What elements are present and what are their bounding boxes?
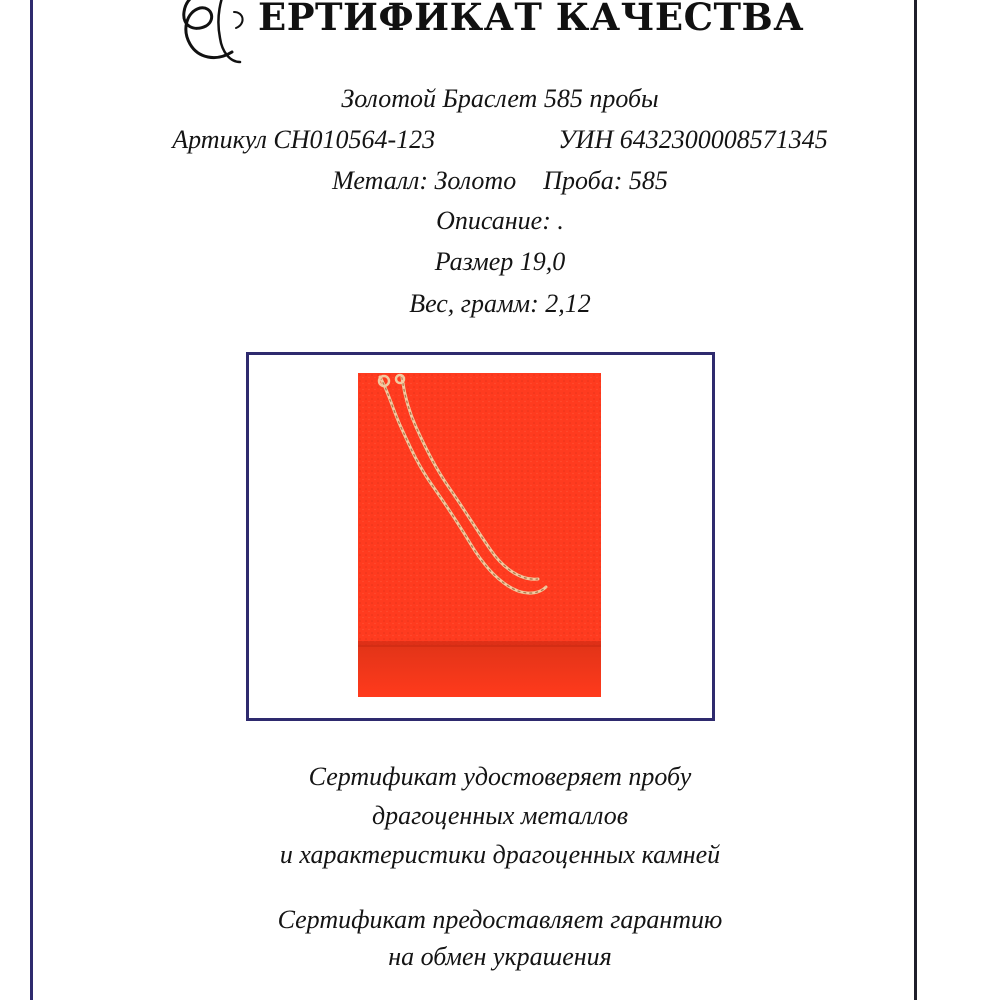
uin-number: УИН 6432300008571345 [558,125,828,154]
assay-value: Проба: 585 [543,166,668,195]
statement-1-line-1: Сертификат удостоверяет пробу [308,762,692,791]
description-line: Описание: . [436,206,564,235]
certificate-heading: ЕРТИФИКАТ КАЧЕСТВА [258,0,804,39]
calligraphic-emblem-icon [150,0,260,82]
metal-value: Металл: Золото [332,166,517,195]
statement-2-line-2: на обмен украшения [388,942,612,971]
weight-line: Вес, грамм: 2,12 [409,289,591,318]
metal-assay-row [0,166,1000,196]
bracelet-photo [358,373,601,697]
article-uin-row [0,125,1000,155]
statement-1-line-2: драгоценных металлов [371,801,629,830]
size-line: Размер 19,0 [434,247,566,276]
product-name: Золотой Браслет 585 пробы [341,84,659,113]
statement-2-line-1: Сертификат предоставляет гарантию [277,905,723,934]
article-number: Артикул СН010564-123 [172,125,436,154]
statement-1-line-3: и характеристики драгоценных камней [279,840,721,869]
